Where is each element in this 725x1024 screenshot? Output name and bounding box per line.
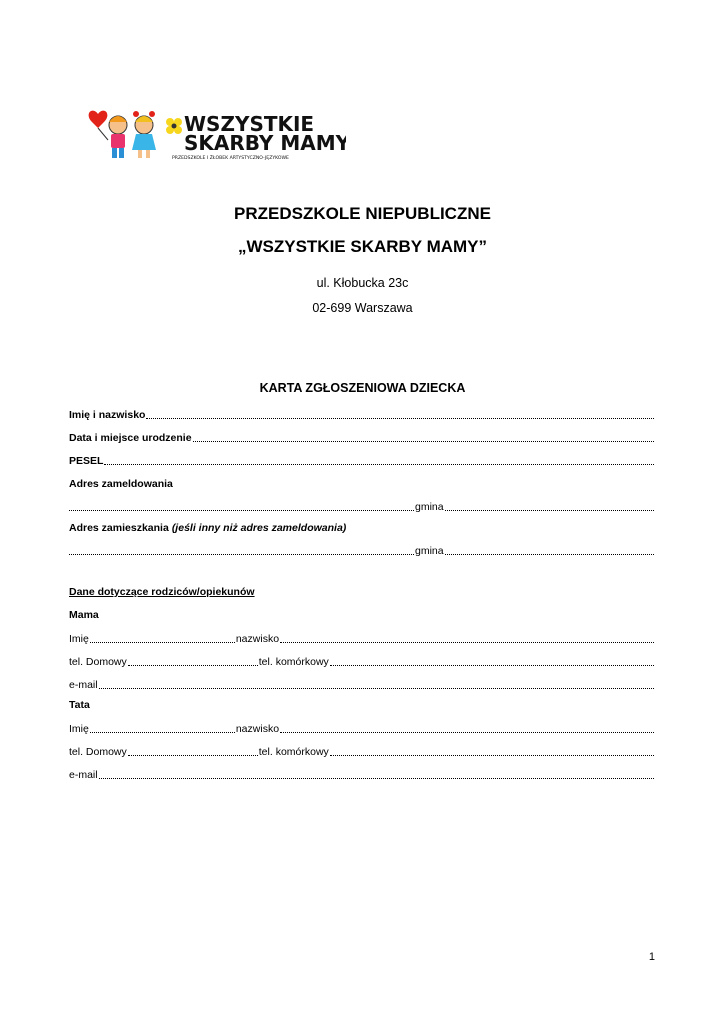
fill-line[interactable] [99,768,654,779]
fill-line[interactable] [128,745,258,756]
mother-phone-field[interactable] [69,653,655,669]
first-name-label: Imię [69,723,89,735]
logo-line1: WSZYSTKIE [184,112,315,136]
fill-line[interactable] [99,678,654,689]
fill-line[interactable] [69,500,414,511]
residence-label: Adres zamieszkania [69,522,169,534]
school-type: PRZEDSZKOLE NIEPUBLICZNE [234,204,491,223]
mobile-label: tel. komórkowy [258,746,329,758]
birth-field[interactable] [69,429,655,445]
fill-line[interactable] [330,745,654,756]
logo [86,100,346,170]
email-label: e-mail [69,769,98,781]
mother-name-field[interactable] [69,630,655,646]
fill-line[interactable] [280,632,654,643]
mother-heading: Mama [69,609,99,621]
fill-line[interactable] [69,544,414,555]
registered-address-heading [69,475,655,491]
city-address: 02-699 Warszawa [312,301,413,315]
father-name-field[interactable] [69,720,655,736]
pesel-field[interactable] [69,452,655,468]
gmina-label: gmina [415,501,444,513]
home-phone-label: tel. Domowy [69,746,127,758]
mother-email-field[interactable] [69,676,655,692]
child-name-label: Imię i nazwisko [69,409,146,421]
registered-address-field[interactable] [69,498,655,514]
school-name: „WSZYSTKIE SKARBY MAMY” [237,237,488,256]
fill-line[interactable] [280,722,654,733]
residence-field[interactable] [69,542,655,558]
parents-section-title: Dane dotyczące rodziców/opiekunów [69,586,255,598]
fill-line[interactable] [90,722,235,733]
last-name-label: nazwisko [235,723,280,735]
mobile-label: tel. komórkowy [258,656,329,668]
father-heading: Tata [69,699,90,711]
first-name-label: Imię [69,633,89,645]
form-title: KARTA ZGŁOSZENIOWA DZIECKA [259,381,466,395]
gmina-label: gmina [415,545,444,557]
logo-children-icon [86,100,346,170]
fill-line[interactable] [330,655,654,666]
fill-line[interactable] [445,500,654,511]
residence-heading [69,519,655,535]
fill-line[interactable] [90,632,235,643]
street-address: ul. Kłobucka 23c [316,276,409,290]
registered-address-label: Adres zameldowania [69,478,173,490]
fill-line[interactable] [146,408,654,419]
fill-line[interactable] [193,431,654,442]
fill-line[interactable] [445,544,654,555]
logo-line2: SKARBY MAMY [184,131,346,155]
fill-line[interactable] [104,454,654,465]
logo-tagline: PRZEDSZKOLE I ŻŁOBEK ARTYSTYCZNO-JĘZYKOWE [172,156,289,161]
father-phone-field[interactable] [69,743,655,759]
residence-note: (jeśli inny niż adres zameldowania) [171,522,347,534]
email-label: e-mail [69,679,98,691]
father-email-field[interactable] [69,766,655,782]
home-phone-label: tel. Domowy [69,656,127,668]
child-name-field[interactable] [69,406,655,422]
page-number: 1 [648,951,655,963]
birth-label: Data i miejsce urodzenie [69,432,192,444]
last-name-label: nazwisko [235,633,280,645]
fill-line[interactable] [128,655,258,666]
pesel-label: PESEL [69,455,104,467]
